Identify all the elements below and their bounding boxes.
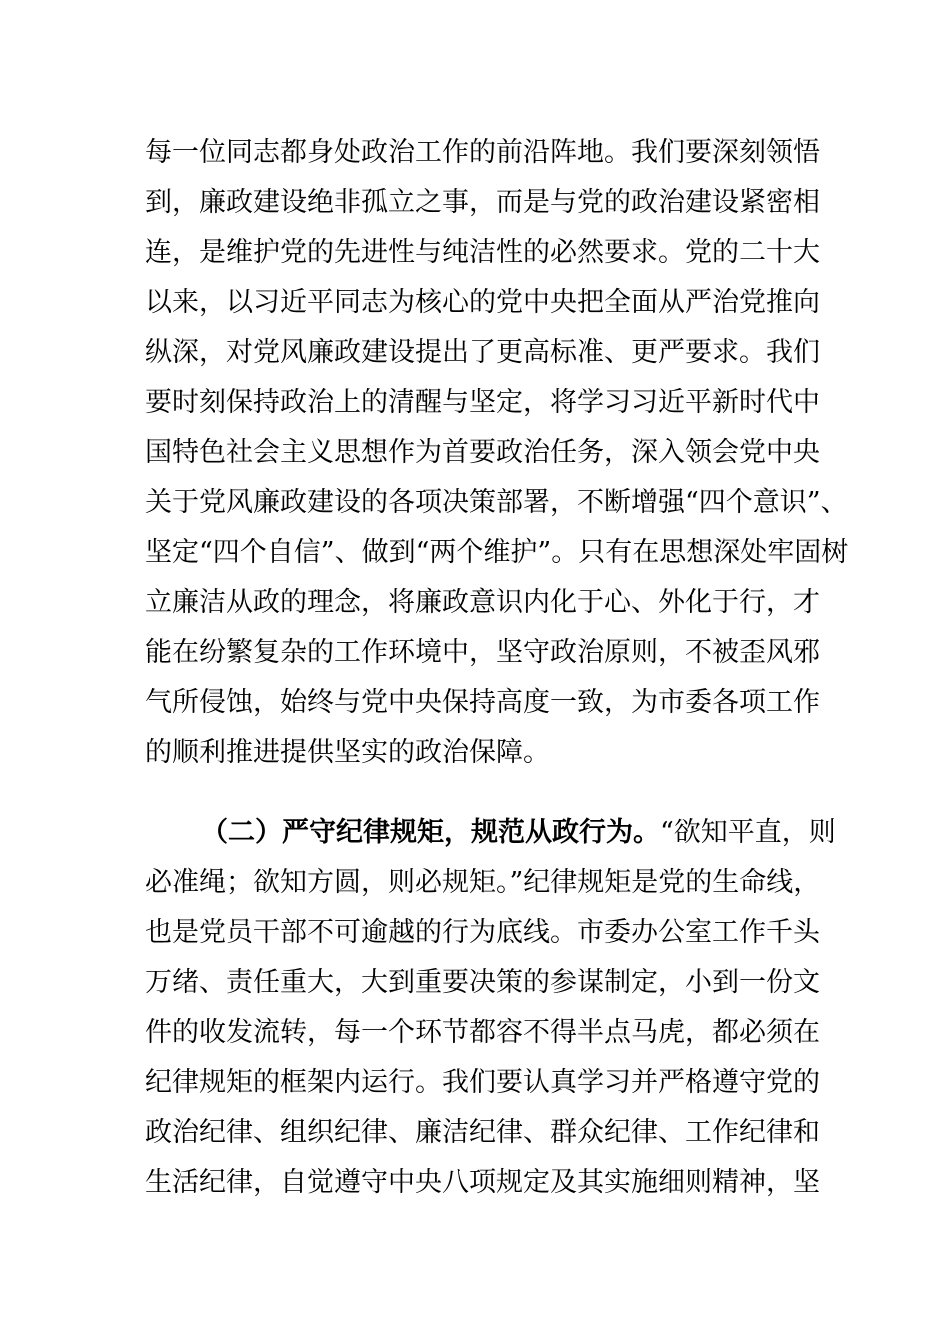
text-line: 的顺利推进提供坚实的政治保障。 bbox=[145, 737, 550, 768]
text-line: 关于党风廉政建设的各项决策部署，不断增强“四个意识”、 bbox=[145, 487, 848, 518]
text-line: 件的收发流转，每一个环节都容不得半点马虎，都必须在 bbox=[145, 1017, 820, 1048]
paragraph-1 bbox=[145, 128, 849, 778]
text-line: 气所侵蚀，始终与党中央保持高度一致，为市委各项工作 bbox=[145, 687, 820, 718]
document-body bbox=[145, 128, 849, 1208]
paragraph-2 bbox=[145, 808, 836, 1208]
paragraph-spacer bbox=[145, 778, 795, 808]
text-line: 能在纷繁复杂的工作环境中，坚守政治原则，不被歪风邪 bbox=[145, 637, 820, 668]
text-line: 以来，以习近平同志为核心的党中央把全面从严治党推向 bbox=[145, 287, 820, 318]
text-line: 到，廉政建设绝非孤立之事，而是与党的政治建设紧密相 bbox=[145, 187, 820, 218]
text-line: 万绪、责任重大，大到重要决策的参谋制定，小到一份文 bbox=[145, 967, 820, 998]
text-line: 立廉洁从政的理念，将廉政意识内化于心、外化于行，才 bbox=[145, 587, 820, 618]
text-line: 也是党员干部不可逾越的行为底线。市委办公室工作千头 bbox=[145, 917, 820, 948]
section-heading: （二）严守纪律规矩，规范从政行为。 bbox=[201, 817, 660, 848]
text-line: 生活纪律，自觉遵守中央八项规定及其实施细则精神，坚 bbox=[145, 1167, 820, 1198]
section-heading-line bbox=[145, 808, 836, 858]
text-line: 坚定“四个自信”、做到“两个维护”。只有在思想深处牢固树 bbox=[145, 537, 849, 568]
text-line: 政治纪律、组织纪律、廉洁纪律、群众纪律、工作纪律和 bbox=[145, 1117, 820, 1148]
text-line: 连，是维护党的先进性与纯洁性的必然要求。党的二十大 bbox=[145, 237, 820, 268]
text-line: 要时刻保持政治上的清醒与坚定，将学习习近平新时代中 bbox=[145, 387, 820, 418]
text-line: 每一位同志都身处政治工作的前沿阵地。我们要深刻领悟 bbox=[145, 137, 820, 168]
text-line: 纪律规矩的框架内运行。我们要认真学习并严格遵守党的 bbox=[145, 1067, 820, 1098]
text-line: 国特色社会主义思想作为首要政治任务，深入领会党中央 bbox=[145, 437, 820, 468]
text-line: 纵深，对党风廉政建设提出了更高标准、更严要求。我们 bbox=[145, 337, 820, 368]
text-line: 必准绳；欲知方圆，则必规矩。”纪律规矩是党的生命线， bbox=[145, 867, 821, 898]
heading-line-rest: “欲知平直，则 bbox=[660, 817, 836, 848]
